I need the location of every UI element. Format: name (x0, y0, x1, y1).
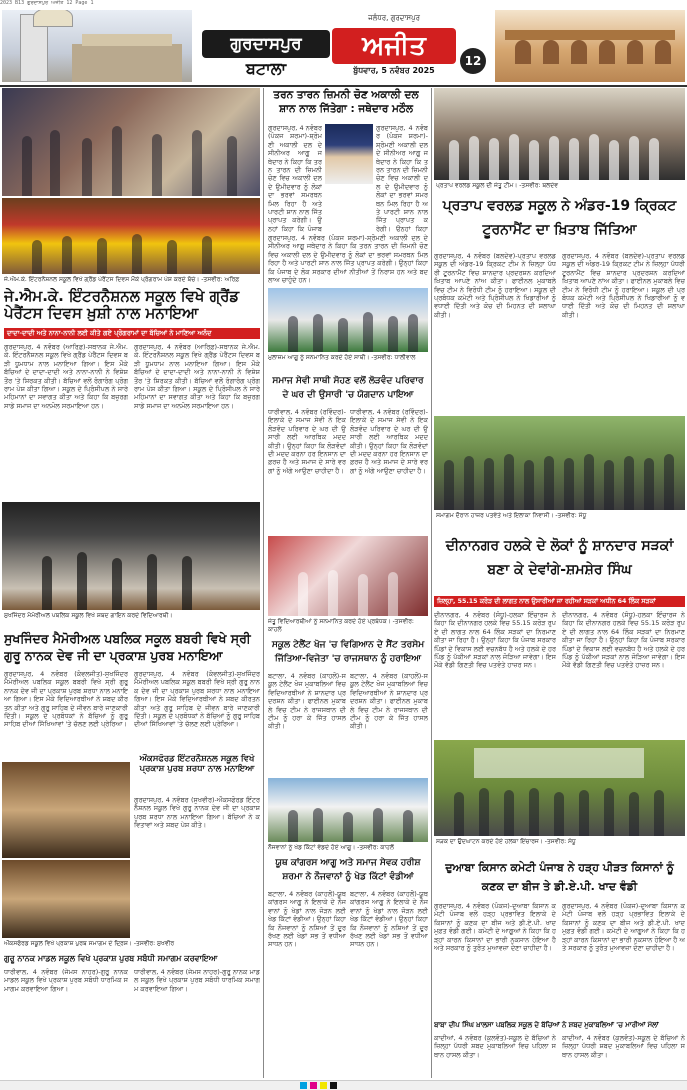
article-kisan-col1: ਗੁਰਦਾਸਪੁਰ, 4 ਨਵੰਬਰ (ਪੰਕਜ)-ਦੁਆਬਾ ਕਿਸਾਨ ਕਮੇਟੀ ਪੰਜਾਬ ਵਲੋਂ ਹੜ੍ਹ ਪ੍ਰਭਾਵਿਤ ਇਲਾਕੇ ਦੇ ਕਿਸਾਨਾਂ ਨੂੰ ਕਣਕ ਦਾ ਬੀਜ ਅਤੇ ਡੀ.ਏ.ਪੀ. ਖਾਦ ਮੁਫ਼ਤ ਵੰਡੀ ਗਈ। ਕਮੇਟੀ ਦੇ ਆਗੂਆਂ ਨੇ ਕਿਹਾ ਕਿ ਹੜ੍ਹਾਂ ਕਾਰਨ ਕਿਸਾਨਾਂ ਦਾ ਭਾਰੀ ਨੁਕਸਾਨ ਹੋਇਆ ਹੈ ਅਤੇ ਸਰਕਾਰ ਨੂੰ ਤੁਰੰਤ ਮੁਆਵਜ਼ਾ ਦੇਣਾ ਚਾਹੀਦਾ ਹੈ। (434, 902, 556, 953)
ajit-logo: ਅਜੀਤ (332, 28, 456, 64)
vigyan-photo (268, 536, 428, 616)
article-samaj-col1: ਧਾਰੀਵਾਲ, 4 ਨਵੰਬਰ (ਰਵਿੰਦਰ)-ਇਲਾਕੇ ਦੇ ਸਮਾਜ ਸੇਵੀ ਨੇ ਇਕ ਲੋੜਵੰਦ ਪਰਿਵਾਰ ਦੇ ਘਰ ਦੀ ਉਸਾਰੀ ਲਈ ਆਰਥਿਕ ਮਦਦ ਕੀਤੀ। ਉਨ੍ਹਾਂ ਕਿਹਾ ਕਿ ਲੋੜਵੰਦਾਂ ਦੀ ਮਦਦ ਕਰਨਾ ਹਰ ਇਨਸਾਨ ਦਾ ਫ਼ਰਜ਼ ਹੈ ਅਤੇ ਸਮਾਜ ਦੇ ਸਾਰੇ ਵਰਗਾਂ ਨੂੰ ਅੱਗੇ ਆਉਣਾ ਚਾਹੀਦਾ ਹੈ। (268, 408, 346, 475)
headline-samaj: ਸਮਾਜ ਸੇਵੀ ਸਾਥੀ ਸੋਹਣ ਵਲੋਂ ਲੋੜਵੰਦ ਪਰਿਵਾਰ ਦੇ ਘਰ ਦੀ ਉਸਾਰੀ 'ਚ ਯੋਗਦਾਨ ਪਾਇਆ (272, 376, 424, 400)
dinanagar-gathering-photo (434, 416, 685, 510)
employees-photo (268, 288, 428, 352)
article-dinanagar-col1: ਦੀਨਾਨਗਰ, 4 ਨਵੰਬਰ (ਸੰਧੂ)-ਹਲਕਾ ਇੰਚਾਰਜ ਨੇ ਕਿਹਾ ਕਿ ਦੀਨਾਨਗਰ ਹਲਕੇ ਵਿਚ 55.15 ਕਰੋੜ ਰੁਪਏ ਦੀ ਲਾਗਤ ਨਾਲ 64 ਲਿੰਕ ਸੜਕਾਂ ਦਾ ਨਿਰਮਾਣ ਕੀਤਾ ਜਾ ਰਿਹਾ ਹੈ। ਉਨ੍ਹਾਂ ਕਿਹਾ ਕਿ ਪੰਜਾਬ ਸਰਕਾਰ ਪਿੰਡਾਂ ਦੇ ਵਿਕਾਸ ਲਈ ਵਚਨਬੱਧ ਹੈ ਅਤੇ ਹਲਕੇ ਦੇ ਹਰ ਪਿੰਡ ਨੂੰ ਪੱਕੀਆਂ ਸੜਕਾਂ ਨਾਲ ਜੋੜਿਆ ਜਾਵੇਗਾ। ਇਸ ਮੌਕੇ ਵੱਡੀ ਗਿਣਤੀ ਵਿਚ ਪਤਵੰਤੇ ਹਾਜ਼ਰ ਸਨ। (434, 611, 556, 670)
subhead-dinanagar: ਜ਼ਿਲ੍ਹਾ, 55.15 ਕਰੋੜ ਦੀ ਲਾਗਤ ਨਾਲ ਉਸਾਰੀਆਂ ਜਾ ਰਹੀਆਂ ਸੜਕਾਂ ਅਧੀਨ 64 ਲਿੰਕ ਸੜਕਾਂ (434, 596, 685, 607)
article-sukhjinder-col1: ਗੁਰਦਾਸਪੁਰ, 4 ਨਵੰਬਰ (ਕੰਵਲਜੀਤ)-ਸੁਖਜਿੰਦਰ ਮੈਮੋਰੀਅਲ ਪਬਲਿਕ ਸਕੂਲ ਬਬਰੀ ਵਿਖੇ ਸ੍ਰੀ ਗੁਰੂ ਨਾਨਕ ਦੇਵ ਜੀ ਦਾ ਪ੍ਰਕਾਸ਼ ਪੁਰਬ ਸ਼ਰਧਾ ਨਾਲ ਮਨਾਇਆ ਗਿਆ। ਇਸ ਮੌਕੇ ਵਿਦਿਆਰਥੀਆਂ ਨੇ ਸ਼ਬਦ ਕੀਰਤਨ ਕੀਤਾ ਅਤੇ ਗੁਰੂ ਸਾਹਿਬ ਦੇ ਜੀਵਨ ਬਾਰੇ ਜਾਣਕਾਰੀ ਦਿੱਤੀ। ਸਕੂਲ ਦੇ ਪ੍ਰਬੰਧਕਾਂ ਨੇ ਬੱਚਿਆਂ ਨੂੰ ਗੁਰੂ ਸਾਹਿਬ ਦੀਆਂ ਸਿੱਖਿਆਵਾਂ 'ਤੇ ਚੱਲਣ ਲਈ ਪ੍ਰੇਰਿਆ। (4, 670, 128, 729)
youth-photo (268, 778, 428, 842)
article-vigyan-col2: ਬਟਾਲਾ, 4 ਨਵੰਬਰ (ਕਾਹਲੋਂ)-ਸਕੂਲ ਟੇਲੈਂਟ ਖੋਜ ਮੁਕਾਬਲਿਆਂ ਵਿਚ ਵਿਦਿਆਰਥੀਆਂ ਨੇ ਸ਼ਾਨਦਾਰ ਪ੍ਰਦਰਸ਼ਨ ਕੀਤਾ। ਫਾਈਨਲ ਮੁਕਾਬਲੇ ਵਿਚ ਟੀਮ ਨੇ ਰਾਜਸਥਾਨ ਦੀ ਟੀਮ ਨੂੰ ਹਰਾ ਕੇ ਜਿੱਤ ਹਾਸਲ ਕੀਤੀ। (350, 672, 428, 731)
caption-youth: ਨੌਜਵਾਨਾਂ ਨੂੰ ਖੇਡ ਕਿੱਟਾਂ ਵੰਡਦੇ ਹੋਏ ਆਗੂ। -ਤਸਵੀਰ: ਕਾਹਲੋਂ (268, 844, 394, 851)
article-akali-col2: ਗੁਰਦਾਸਪੁਰ, 4 ਨਵੰਬਰ (ਪੰਕਜ ਸ਼ਰਮਾ)-ਸ਼੍ਰੋਮਣੀ ਅਕਾਲੀ ਦਲ ਦੇ ਸੀਨੀਅਰ ਆਗੂ ਜਥੇਦਾਰ ਨੇ ਕਿਹਾ ਕਿ ਤਰਨ ਤਾਰਨ ਦੀ ਜ਼ਿਮਨੀ ਚੋਣ ਵਿਚ ਅਕਾਲੀ ਦਲ ਦੇ ਉਮੀਦਵਾਰ ਨੂੰ ਲੋਕਾਂ ਦਾ ਭਰਵਾਂ ਸਮਰਥਨ ਮਿਲ ਰਿਹਾ ਹੈ ਅਤੇ ਪਾਰਟੀ ਸ਼ਾਨ ਨਾਲ ਜਿੱਤ ਪ੍ਰਾਪਤ ਕਰੇਗੀ। ਉਨ੍ਹਾਂ ਕਿਹਾ (376, 124, 428, 232)
road-inauguration-photo (434, 740, 685, 836)
headline-baba: ਬਾਬਾ ਦੀਪ ਸਿੰਘ ਖ਼ਾਲਸਾ ਪਬਲਿਕ ਸਕੂਲ ਦੇ ਬੱਚਿਆਂ ਨੇ ਸ਼ਬਦ ਮੁਕਾਬਲਿਆਂ 'ਚ ਮਾਰੀਆਂ ਮੱਲਾਂ (434, 1021, 659, 1029)
article-sukhjinder-col2: ਗੁਰਦਾਸਪੁਰ, 4 ਨਵੰਬਰ (ਕੰਵਲਜੀਤ)-ਸੁਖਜਿੰਦਰ ਮੈਮੋਰੀਅਲ ਪਬਲਿਕ ਸਕੂਲ ਬਬਰੀ ਵਿਖੇ ਸ੍ਰੀ ਗੁਰੂ ਨਾਨਕ ਦੇਵ ਜੀ ਦਾ ਪ੍ਰਕਾਸ਼ ਪੁਰਬ ਸ਼ਰਧਾ ਨਾਲ ਮਨਾਇਆ ਗਿਆ। ਇਸ ਮੌਕੇ ਵਿਦਿਆਰਥੀਆਂ ਨੇ ਸ਼ਬਦ ਕੀਰਤਨ ਕੀਤਾ ਅਤੇ ਗੁਰੂ ਸਾਹਿਬ ਦੇ ਜੀਵਨ ਬਾਰੇ ਜਾਣਕਾਰੀ ਦਿੱਤੀ। ਸਕੂਲ ਦੇ ਪ੍ਰਬੰਧਕਾਂ ਨੇ ਬੱਚਿਆਂ ਨੂੰ ਗੁਰੂ ਸਾਹਿਬ ਦੀਆਂ ਸਿੱਖਿਆਵਾਂ 'ਤੇ ਚੱਲਣ ਲਈ ਪ੍ਰੇਰਿਆ। (134, 670, 260, 729)
article-pratap-col2: ਗੁਰਦਾਸਪੁਰ, 4 ਨਵੰਬਰ (ਬਲਦੇਵ)-ਪ੍ਰਤਾਪ ਵਰਲਡ ਸਕੂਲ ਦੀ ਅੰਡਰ-19 ਕ੍ਰਿਕਟ ਟੀਮ ਨੇ ਜ਼ਿਲ੍ਹਾ ਪੱਧਰੀ ਟੂਰਨਾਮੈਂਟ ਵਿਚ ਸ਼ਾਨਦਾਰ ਪ੍ਰਦਰਸ਼ਨ ਕਰਦਿਆਂ ਖ਼ਿਤਾਬ ਆਪਣੇ ਨਾਂਅ ਕੀਤਾ। ਫਾਈਨਲ ਮੁਕਾਬਲੇ ਵਿਚ ਟੀਮ ਨੇ ਵਿਰੋਧੀ ਟੀਮ ਨੂੰ ਹਰਾਇਆ। ਸਕੂਲ ਦੀ ਪ੍ਰਬੰਧਕ ਕਮੇਟੀ ਅਤੇ ਪ੍ਰਿੰਸੀਪਲ ਨੇ ਖਿਡਾਰੀਆਂ ਨੂੰ ਵਧਾਈ ਦਿੱਤੀ ਅਤੇ ਕੋਚ ਦੀ ਮਿਹਨਤ ਦੀ ਸ਼ਲਾਘਾ ਕੀਤੀ। (562, 252, 685, 319)
masthead-right-photo (495, 10, 685, 82)
masthead-left-photo (2, 10, 192, 82)
sukhjinder-photo (2, 502, 260, 610)
article-vigyan-col1: ਬਟਾਲਾ, 4 ਨਵੰਬਰ (ਕਾਹਲੋਂ)-ਸਕੂਲ ਟੇਲੈਂਟ ਖੋਜ ਮੁਕਾਬਲਿਆਂ ਵਿਚ ਵਿਦਿਆਰਥੀਆਂ ਨੇ ਸ਼ਾਨਦਾਰ ਪ੍ਰਦਰਸ਼ਨ ਕੀਤਾ। ਫਾਈਨਲ ਮੁਕਾਬਲੇ ਵਿਚ ਟੀਮ ਨੇ ਰਾਜਸਥਾਨ ਦੀ ਟੀਮ ਨੂੰ ਹਰਾ ਕੇ ਜਿੱਤ ਹਾਸਲ ਕੀਤੀ। (268, 672, 346, 731)
jmk-stage-photo (2, 88, 260, 196)
article-jmk-col2: ਗੁਰਦਾਸਪੁਰ, 4 ਨਵੰਬਰ (ਆਰਿਫ਼)-ਸਥਾਨਕ ਜੇ.ਐਮ.ਕੇ. ਇੰਟਰਨੈਸ਼ਨਲ ਸਕੂਲ ਵਿਖੇ ਗ੍ਰੈਂਡ ਪੇਰੈਂਟਸ ਦਿਵਸ ਬੜੀ ਧੂਮਧਾਮ ਨਾਲ ਮਨਾਇਆ ਗਿਆ। ਇਸ ਮੌਕੇ ਬੱਚਿਆਂ ਦੇ ਦਾਦਾ-ਦਾਦੀ ਅਤੇ ਨਾਨਾ-ਨਾਨੀ ਨੇ ਵਿਸ਼ੇਸ਼ ਤੌਰ 'ਤੇ ਸ਼ਿਰਕਤ ਕੀਤੀ। ਬੱਚਿਆਂ ਵਲੋਂ ਰੰਗਾਰੰਗ ਪ੍ਰੋਗਰਾਮ ਪੇਸ਼ ਕੀਤਾ ਗਿਆ। ਸਕੂਲ ਦੇ ਪ੍ਰਿੰਸੀਪਲ ਨੇ ਸਾਰੇ ਮਹਿਮਾਨਾਂ ਦਾ ਸਵਾਗਤ ਕੀਤਾ ਅਤੇ ਕਿਹਾ ਕਿ ਬਜ਼ੁਰਗ ਸਾਡੇ ਸਮਾਜ ਦਾ ਅਨਮੋਲ ਸਰਮਾਇਆ ਹਨ। (134, 343, 260, 410)
article-baba-col1: ਕਾਦੀਆਂ, 4 ਨਵੰਬਰ (ਕੁਲਵੰਤ)-ਸਕੂਲ ਦੇ ਬੱਚਿਆਂ ਨੇ ਜ਼ਿਲ੍ਹਾ ਪੱਧਰੀ ਸ਼ਬਦ ਮੁਕਾਬਲਿਆਂ ਵਿਚ ਪਹਿਲਾ ਸਥਾਨ ਹਾਸਲ ਕੀਤਾ। (434, 1034, 556, 1059)
file-info-line: 2023 B13 ਗੁਰਦਾਸਪੁਰ ਅਜੀਤ 12 Page 1 (0, 0, 94, 6)
caption-dinanagar: ਸਮਾਗਮ ਦੌਰਾਨ ਹਾਜ਼ਰ ਪਤਵੰਤੇ ਅਤੇ ਇਲਾਕਾ ਨਿਵਾਸੀ। -ਤਸਵੀਰ: ਸੰਧੂ (436, 512, 587, 519)
headline-akali: ਤਰਨ ਤਾਰਨ ਜ਼ਿਮਨੀ ਚੋਣ ਅਕਾਲੀ ਦਲ ਸ਼ਾਨ ਨਾਲ ਜਿੱਤੇਗਾ : ਜਥੇਦਾਰ ਮਠੌਲ (273, 89, 419, 115)
headline-oxford: ਔਕਸਫੋਰਡ ਇੰਟਰਨੈਸ਼ਨਲ ਸਕੂਲ ਵਿਖੇ ਪ੍ਰਕਾਸ਼ ਪੁਰਬ ਸ਼ਰਧਾ ਨਾਲ ਮਨਾਇਆ (139, 754, 255, 774)
article-samaj-col2: ਧਾਰੀਵਾਲ, 4 ਨਵੰਬਰ (ਰਵਿੰਦਰ)-ਇਲਾਕੇ ਦੇ ਸਮਾਜ ਸੇਵੀ ਨੇ ਇਕ ਲੋੜਵੰਦ ਪਰਿਵਾਰ ਦੇ ਘਰ ਦੀ ਉਸਾਰੀ ਲਈ ਆਰਥਿਕ ਮਦਦ ਕੀਤੀ। ਉਨ੍ਹਾਂ ਕਿਹਾ ਕਿ ਲੋੜਵੰਦਾਂ ਦੀ ਮਦਦ ਕਰਨਾ ਹਰ ਇਨਸਾਨ ਦਾ ਫ਼ਰਜ਼ ਹੈ ਅਤੇ ਸਮਾਜ ਦੇ ਸਾਰੇ ਵਰਗਾਂ ਨੂੰ ਅੱਗੇ ਆਉਣਾ ਚਾਹੀਦਾ ਹੈ। (350, 408, 428, 475)
masthead-date: ਬੁੱਧਵਾਰ, 5 ਨਵੰਬਰ 2025 (353, 66, 435, 75)
jmk-children-photo (2, 198, 260, 274)
headline-pratap: ਪ੍ਰਤਾਪ ਵਰਲਡ ਸਕੂਲ ਨੇ ਅੰਡਰ-19 ਕ੍ਰਿਕਟ ਟੂਰਨਾਮੈਂਟ ਦਾ ਖ਼ਿਤਾਬ ਜਿੱਤਿਆ (442, 198, 677, 238)
article-oxford: ਗੁਰਦਾਸਪੁਰ, 4 ਨਵੰਬਰ (ਸੁਖਵੀਰ)-ਔਕਸਫੋਰਡ ਇੰਟਰਨੈਸ਼ਨਲ ਸਕੂਲ ਵਿਖੇ ਗੁਰੂ ਨਾਨਕ ਦੇਵ ਜੀ ਦਾ ਪ੍ਰਕਾਸ਼ ਪੁਰਬ ਸ਼ਰਧਾ ਨਾਲ ਮਨਾਇਆ ਗਿਆ। ਬੱਚਿਆਂ ਨੇ ਕਵਿਤਾਵਾਂ ਅਤੇ ਸ਼ਬਦ ਪੇਸ਼ ਕੀਤੇ। (134, 796, 260, 830)
masthead-edition: ਜਲੰਧਰ, ਗੁਰਦਾਸਪੁਰ (368, 14, 420, 22)
oxford-photo-left (2, 762, 130, 858)
headline-guru-nanak-bottom: ਗੁਰੂ ਨਾਨਕ ਮਾਡਲ ਸਕੂਲ ਵਿਖੇ ਪ੍ਰਕਾਸ਼ ਪੁਰਬ ਸਬੰਧੀ ਸਮਾਗਮ ਕਰਵਾਇਆ (4, 954, 218, 963)
caption-jmk: ਜੇ.ਐਮ.ਕੇ. ਇੰਟਰਨੈਸ਼ਨਲ ਸਕੂਲ ਵਿਖੇ ਗ੍ਰੈਂਡ ਪੇਰੈਂਟਸ ਦਿਵਸ ਮੌਕੇ ਪ੍ਰੋਗਰਾਮ ਪੇਸ਼ ਕਰਦੇ ਬੱਚੇ। -ਤਸਵੀਰ: ਅਰਿਫ਼ (4, 276, 240, 283)
oxford-photo-left-2 (2, 860, 130, 938)
headline-dinanagar: ਦੀਨਾਨਗਰ ਹਲਕੇ ਦੇ ਲੋਕਾਂ ਨੂੰ ਸ਼ਾਨਦਾਰ ਸੜਕਾਂ ਬਣਾ ਕੇ ਦੇਵਾਂਗੇ-ਸ਼ਮਸ਼ੇਰ ਸਿੰਘ (445, 538, 674, 578)
jathedar-portrait (325, 124, 373, 184)
caption-oxford: ਔਕਸਫੋਰਡ ਸਕੂਲ ਵਿਖੇ ਪ੍ਰਕਾਸ਼ ਪੁਰਬ ਸਮਾਗਮ ਦੇ ਦ੍ਰਿਸ਼। -ਤਸਵੀਰ: ਸੁਖਵੀਰ (4, 940, 175, 947)
clock-tower-icon (20, 14, 48, 82)
article-jmk-col1: ਗੁਰਦਾਸਪੁਰ, 4 ਨਵੰਬਰ (ਆਰਿਫ਼)-ਸਥਾਨਕ ਜੇ.ਐਮ.ਕੇ. ਇੰਟਰਨੈਸ਼ਨਲ ਸਕੂਲ ਵਿਖੇ ਗ੍ਰੈਂਡ ਪੇਰੈਂਟਸ ਦਿਵਸ ਬੜੀ ਧੂਮਧਾਮ ਨਾਲ ਮਨਾਇਆ ਗਿਆ। ਇਸ ਮੌਕੇ ਬੱਚਿਆਂ ਦੇ ਦਾਦਾ-ਦਾਦੀ ਅਤੇ ਨਾਨਾ-ਨਾਨੀ ਨੇ ਵਿਸ਼ੇਸ਼ ਤੌਰ 'ਤੇ ਸ਼ਿਰਕਤ ਕੀਤੀ। ਬੱਚਿਆਂ ਵਲੋਂ ਰੰਗਾਰੰਗ ਪ੍ਰੋਗਰਾਮ ਪੇਸ਼ ਕੀਤਾ ਗਿਆ। ਸਕੂਲ ਦੇ ਪ੍ਰਿੰਸੀਪਲ ਨੇ ਸਾਰੇ ਮਹਿਮਾਨਾਂ ਦਾ ਸਵਾਗਤ ਕੀਤਾ ਅਤੇ ਕਿਹਾ ਕਿ ਬਜ਼ੁਰਗ ਸਾਡੇ ਸਮਾਜ ਦਾ ਅਨਮੋਲ ਸਰਮਾਇਆ ਹਨ। (4, 343, 128, 410)
headline-jmk: ਜੇ.ਐਮ.ਕੇ. ਇੰਟਰਨੈਸ਼ਨਲ ਸਕੂਲ ਵਿਖੇ ਗ੍ਰੈਂਡ ਪੇਰੈਂਟਸ ਦਿਵਸ ਖ਼ੁਸ਼ੀ ਨਾਲ ਮਨਾਇਆ (4, 288, 240, 322)
caption-cricket: ਪ੍ਰਤਾਪ ਵਰਲਡ ਸਕੂਲ ਦੀ ਜੇਤੂ ਟੀਮ। -ਤਸਵੀਰ: ਬਲਦੇਵ (436, 182, 558, 189)
article-youth-col1: ਬਟਾਲਾ, 4 ਨਵੰਬਰ (ਕਾਹਲੋਂ)-ਯੂਥ ਕਾਂਗਰਸ ਆਗੂ ਨੇ ਇਲਾਕੇ ਦੇ ਨੌਜਵਾਨਾਂ ਨੂੰ ਖੇਡਾਂ ਨਾਲ ਜੋੜਨ ਲਈ ਖੇਡ ਕਿੱਟਾਂ ਵੰਡੀਆਂ। ਉਨ੍ਹਾਂ ਕਿਹਾ ਕਿ ਨੌਜਵਾਨਾਂ ਨੂੰ ਨਸ਼ਿਆਂ ਤੋਂ ਦੂਰ ਰੱਖਣ ਲਈ ਖੇਡਾਂ ਸਭ ਤੋਂ ਵਧੀਆ ਸਾਧਨ ਹਨ। (268, 890, 346, 949)
masthead-title-batala: ਬਟਾਲਾ (245, 59, 287, 78)
column-divider-1 (263, 88, 264, 1078)
article-youth-col2: ਬਟਾਲਾ, 4 ਨਵੰਬਰ (ਕਾਹਲੋਂ)-ਯੂਥ ਕਾਂਗਰਸ ਆਗੂ ਨੇ ਇਲਾਕੇ ਦੇ ਨੌਜਵਾਨਾਂ ਨੂੰ ਖੇਡਾਂ ਨਾਲ ਜੋੜਨ ਲਈ ਖੇਡ ਕਿੱਟਾਂ ਵੰਡੀਆਂ। ਉਨ੍ਹਾਂ ਕਿਹਾ ਕਿ ਨੌਜਵਾਨਾਂ ਨੂੰ ਨਸ਼ਿਆਂ ਤੋਂ ਦੂਰ ਰੱਖਣ ਲਈ ਖੇਡਾਂ ਸਭ ਤੋਂ ਵਧੀਆ ਸਾਧਨ ਹਨ। (350, 890, 428, 949)
caption-employees: ਮੁਲਾਜ਼ਮ ਆਗੂ ਨੂੰ ਸਨਮਾਨਿਤ ਕਰਦੇ ਹੋਏ ਸਾਥੀ। -ਤਸਵੀਰ: ਧਾਲੀਵਾਲ (268, 354, 416, 361)
headline-youth: ਯੂਥ ਕਾਂਗਰਸ ਆਗੂ ਅਤੇ ਸਮਾਜ ਸੇਵਕ ਹਰੀਸ਼ ਸ਼ਰਮਾ ਨੇ ਨੌਜਵਾਨਾਂ ਨੂੰ ਖੇਡ ਕਿੱਟਾਂ ਵੰਡੀਆਂ (275, 858, 421, 882)
page-number: 12 (460, 48, 486, 74)
caption-sukhjinder: ਸੁਖਜਿੰਦਰ ਮੈਮੋਰੀਅਲ ਪਬਲਿਕ ਸਕੂਲ ਵਿਖੇ ਸ਼ਬਦ ਗਾਇਨ ਕਰਦੇ ਵਿਦਿਆਰਥੀ। (4, 612, 173, 619)
article-akali-col3: ਗੁਰਦਾਸਪੁਰ, 4 ਨਵੰਬਰ (ਪੰਕਜ ਸ਼ਰਮਾ)-ਸ਼੍ਰੋਮਣੀ ਅਕਾਲੀ ਦਲ ਦੇ ਸੀਨੀਅਰ ਆਗੂ ਜਥੇਦਾਰ ਨੇ ਕਿਹਾ ਕਿ ਤਰਨ ਤਾਰਨ ਦੀ ਜ਼ਿਮਨੀ ਚੋਣ ਵਿਚ ਅਕਾਲੀ ਦਲ ਦੇ ਉਮੀਦਵਾਰ ਨੂੰ ਲੋਕਾਂ ਦਾ ਭਰਵਾਂ ਸਮਰਥਨ ਮਿਲ ਰਿਹਾ ਹੈ ਅਤੇ ਪਾਰਟੀ ਸ਼ਾਨ ਨਾਲ ਜਿੱਤ ਪ੍ਰਾਪਤ ਕਰੇਗੀ। ਉਨ੍ਹਾਂ ਕਿਹਾ ਕਿ ਪੰਜਾਬ ਦੇ ਲੋਕ ਸਰਕਾਰ ਦੀਆਂ ਨੀਤੀਆਂ ਤੋਂ ਨਿਰਾਸ਼ ਹਨ ਅਤੇ ਬਦਲਾਅ ਚਾਹੁੰਦੇ ਹਨ। (268, 234, 428, 284)
headline-kisan: ਦੁਆਬਾ ਕਿਸਾਨ ਕਮੇਟੀ ਪੰਜਾਬ ਨੇ ਹੜ੍ਹ ਪੀੜਤ ਕਿਸਾਨਾਂ ਨੂੰ ਕਣਕ ਦਾ ਬੀਜ ਤੇ ਡੀ.ਏ.ਪੀ. ਖਾਦ ਵੰਡੀ (445, 861, 674, 893)
article-guru-nanak-bottom-col1: ਧਾਰੀਵਾਲ, 4 ਨਵੰਬਰ (ਜੇਮਸ ਨਾਹਰ)-ਗੁਰੂ ਨਾਨਕ ਮਾਡਲ ਸਕੂਲ ਵਿਖੇ ਪ੍ਰਕਾਸ਼ ਪੁਰਬ ਸਬੰਧੀ ਧਾਰਮਿਕ ਸਮਾਗਮ ਕਰਵਾਇਆ ਗਿਆ। (4, 968, 128, 993)
article-dinanagar-col2: ਦੀਨਾਨਗਰ, 4 ਨਵੰਬਰ (ਸੰਧੂ)-ਹਲਕਾ ਇੰਚਾਰਜ ਨੇ ਕਿਹਾ ਕਿ ਦੀਨਾਨਗਰ ਹਲਕੇ ਵਿਚ 55.15 ਕਰੋੜ ਰੁਪਏ ਦੀ ਲਾਗਤ ਨਾਲ 64 ਲਿੰਕ ਸੜਕਾਂ ਦਾ ਨਿਰਮਾਣ ਕੀਤਾ ਜਾ ਰਿਹਾ ਹੈ। ਉਨ੍ਹਾਂ ਕਿਹਾ ਕਿ ਪੰਜਾਬ ਸਰਕਾਰ ਪਿੰਡਾਂ ਦੇ ਵਿਕਾਸ ਲਈ ਵਚਨਬੱਧ ਹੈ ਅਤੇ ਹਲਕੇ ਦੇ ਹਰ ਪਿੰਡ ਨੂੰ ਪੱਕੀਆਂ ਸੜਕਾਂ ਨਾਲ ਜੋੜਿਆ ਜਾਵੇਗਾ। ਇਸ ਮੌਕੇ ਵੱਡੀ ਗਿਣਤੀ ਵਿਚ ਪਤਵੰਤੇ ਹਾਜ਼ਰ ਸਨ। (562, 611, 685, 670)
column-divider-2 (431, 88, 432, 1078)
article-guru-nanak-bottom-col2: ਧਾਰੀਵਾਲ, 4 ਨਵੰਬਰ (ਜੇਮਸ ਨਾਹਰ)-ਗੁਰੂ ਨਾਨਕ ਮਾਡਲ ਸਕੂਲ ਵਿਖੇ ਪ੍ਰਕਾਸ਼ ਪੁਰਬ ਸਬੰਧੀ ਧਾਰਮਿਕ ਸਮਾਗਮ ਕਰਵਾਇਆ ਗਿਆ। (134, 968, 260, 993)
article-akali-col1: ਗੁਰਦਾਸਪੁਰ, 4 ਨਵੰਬਰ (ਪੰਕਜ ਸ਼ਰਮਾ)-ਸ਼੍ਰੋਮਣੀ ਅਕਾਲੀ ਦਲ ਦੇ ਸੀਨੀਅਰ ਆਗੂ ਜਥੇਦਾਰ ਨੇ ਕਿਹਾ ਕਿ ਤਰਨ ਤਾਰਨ ਦੀ ਜ਼ਿਮਨੀ ਚੋਣ ਵਿਚ ਅਕਾਲੀ ਦਲ ਦੇ ਉਮੀਦਵਾਰ ਨੂੰ ਲੋਕਾਂ ਦਾ ਭਰਵਾਂ ਸਮਰਥਨ ਮਿਲ ਰਿਹਾ ਹੈ ਅਤੇ ਪਾਰਟੀ ਸ਼ਾਨ ਨਾਲ ਜਿੱਤ ਪ੍ਰਾਪਤ ਕਰੇਗੀ। ਉਨ੍ਹਾਂ ਕਿਹਾ ਕਿ ਪੰਜਾਬ (268, 124, 322, 232)
caption-vigyan: ਜੇਤੂ ਵਿਦਿਆਰਥੀਆਂ ਨੂੰ ਸਨਮਾਨਿਤ ਕਰਦੇ ਹੋਏ ਪ੍ਰਬੰਧਕ। -ਤਸਵੀਰ: ਕਾਹਲੋਂ (268, 618, 414, 633)
article-pratap-col1: ਗੁਰਦਾਸਪੁਰ, 4 ਨਵੰਬਰ (ਬਲਦੇਵ)-ਪ੍ਰਤਾਪ ਵਰਲਡ ਸਕੂਲ ਦੀ ਅੰਡਰ-19 ਕ੍ਰਿਕਟ ਟੀਮ ਨੇ ਜ਼ਿਲ੍ਹਾ ਪੱਧਰੀ ਟੂਰਨਾਮੈਂਟ ਵਿਚ ਸ਼ਾਨਦਾਰ ਪ੍ਰਦਰਸ਼ਨ ਕਰਦਿਆਂ ਖ਼ਿਤਾਬ ਆਪਣੇ ਨਾਂਅ ਕੀਤਾ। ਫਾਈਨਲ ਮੁਕਾਬਲੇ ਵਿਚ ਟੀਮ ਨੇ ਵਿਰੋਧੀ ਟੀਮ ਨੂੰ ਹਰਾਇਆ। ਸਕੂਲ ਦੀ ਪ੍ਰਬੰਧਕ ਕਮੇਟੀ ਅਤੇ ਪ੍ਰਿੰਸੀਪਲ ਨੇ ਖਿਡਾਰੀਆਂ ਨੂੰ ਵਧਾਈ ਦਿੱਤੀ ਅਤੇ ਕੋਚ ਦੀ ਮਿਹਨਤ ਦੀ ਸ਼ਲਾਘਾ ਕੀਤੀ। (434, 252, 556, 319)
headline-vigyan: ਸਕੂਲ ਟੇਲੈਂਟ ਖੋਜ 'ਚ ਵਿਗਿਆਨ ਦੇ ਸੈਂਟ ਤਰਸੇਮ ਜਿੱਤਿਆ-ਵਿਜੇਤਾ 'ਚ ਰਾਜਸਥਾਨ ਨੂੰ ਹਰਾਇਆ (271, 640, 425, 664)
cricket-team-photo (434, 88, 685, 180)
headline-sukhjinder: ਸੁਖਜਿੰਦਰ ਮੈਮੋਰੀਅਲ ਪਬਲਿਕ ਸਕੂਲ ਬਬਰੀ ਵਿਖੇ ਸ੍ਰੀ ਗੁਰੂ ਨਾਨਕ ਦੇਵ ਜੀ ਦਾ ਪ੍ਰਕਾਸ਼ ਪੁਰਬ ਮਨਾਇਆ (4, 631, 251, 663)
caption-road: ਸੜਕ ਦਾ ਉਦਘਾਟਨ ਕਰਦੇ ਹੋਏ ਹਲਕਾ ਇੰਚਾਰਜ। -ਤਸਵੀਰ: ਸੰਧੂ (436, 838, 576, 845)
subhead-jmk: ਦਾਦਾ-ਦਾਦੀ ਅਤੇ ਨਾਨਾ-ਨਾਨੀ ਲਈ ਕੀਤੇ ਗਏ ਪ੍ਰੋਗਰਾਮਾਂ ਦਾ ਬੱਚਿਆਂ ਨੇ ਮਾਣਿਆ ਅਨੰਦ (4, 328, 260, 339)
masthead-title-gurdaspur: ਗੁਰਦਾਸਪੁਰ (202, 30, 330, 58)
article-kisan-col2: ਗੁਰਦਾਸਪੁਰ, 4 ਨਵੰਬਰ (ਪੰਕਜ)-ਦੁਆਬਾ ਕਿਸਾਨ ਕਮੇਟੀ ਪੰਜਾਬ ਵਲੋਂ ਹੜ੍ਹ ਪ੍ਰਭਾਵਿਤ ਇਲਾਕੇ ਦੇ ਕਿਸਾਨਾਂ ਨੂੰ ਕਣਕ ਦਾ ਬੀਜ ਅਤੇ ਡੀ.ਏ.ਪੀ. ਖਾਦ ਮੁਫ਼ਤ ਵੰਡੀ ਗਈ। ਕਮੇਟੀ ਦੇ ਆਗੂਆਂ ਨੇ ਕਿਹਾ ਕਿ ਹੜ੍ਹਾਂ ਕਾਰਨ ਕਿਸਾਨਾਂ ਦਾ ਭਾਰੀ ਨੁਕਸਾਨ ਹੋਇਆ ਹੈ ਅਤੇ ਸਰਕਾਰ ਨੂੰ ਤੁਰੰਤ ਮੁਆਵਜ਼ਾ ਦੇਣਾ ਚਾਹੀਦਾ ਹੈ। (562, 902, 685, 953)
article-baba-col2: ਕਾਦੀਆਂ, 4 ਨਵੰਬਰ (ਕੁਲਵੰਤ)-ਸਕੂਲ ਦੇ ਬੱਚਿਆਂ ਨੇ ਜ਼ਿਲ੍ਹਾ ਪੱਧਰੀ ਸ਼ਬਦ ਮੁਕਾਬਲਿਆਂ ਵਿਚ ਪਹਿਲਾ ਸਥਾਨ ਹਾਸਲ ਕੀਤਾ। (562, 1034, 685, 1059)
